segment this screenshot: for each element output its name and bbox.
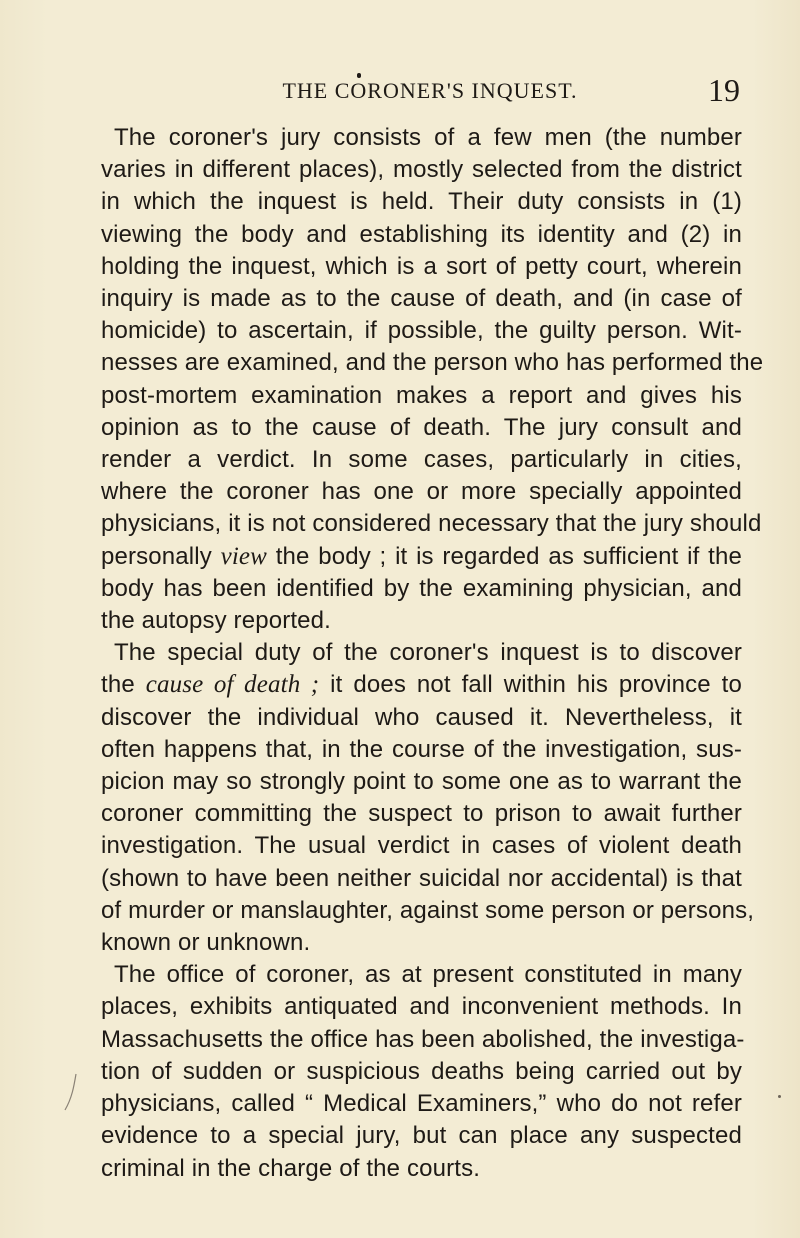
paragraph-3 xyxy=(101,959,745,1184)
paragraph-2 xyxy=(101,637,755,959)
text-line: nesses are examined, and the person who has performed the xyxy=(101,349,764,377)
text-line: Massachusetts the office has been abolished, the investiga- xyxy=(101,1025,745,1053)
text-run: it does not fall within his province to xyxy=(319,671,742,699)
text-line: tion of sudden or suspicious deaths being carried out by xyxy=(101,1057,742,1085)
text-line: places, exhibits antiquated and inconvenient methods. In xyxy=(101,993,742,1021)
text-line: physicians, it is not considered necessary that the jury should xyxy=(101,510,762,538)
text-line: the autopsy reported. xyxy=(101,607,331,635)
text-line: homicide) to ascertain, if possible, the guilty person. Wit- xyxy=(101,317,742,345)
text-line: inquiry is made as to the cause of death, and (in case of xyxy=(101,285,742,313)
text-line: in which the inquest is held. Their duty consists in (1) xyxy=(101,188,742,216)
text-line: varies in different places), mostly selected from the district xyxy=(101,156,742,184)
body-text xyxy=(101,122,764,1185)
text-run: personally xyxy=(101,542,221,570)
text-line: of murder or manslaughter, against some person or persons, xyxy=(101,896,755,924)
text-line: The office of coroner, as at present constituted in many xyxy=(114,961,742,989)
page-number: 19 xyxy=(708,72,740,108)
text-line: discover the individual who caused it. Nevertheless, it xyxy=(101,703,742,731)
pencil-mark xyxy=(62,1072,82,1112)
text-line: The special duty of the coroner's inquest is to discover xyxy=(114,639,742,667)
text-run: the body ; it is regarded as sufficient if the xyxy=(267,542,742,570)
text-line xyxy=(101,669,742,701)
text-line xyxy=(101,541,742,573)
text-line: where the coroner has one or more specially appointed xyxy=(101,478,742,506)
italic-emphasis: cause of death ; xyxy=(145,671,320,699)
text-line: picion may so strongly point to some one as to warrant the xyxy=(101,768,742,796)
text-line: investigation. The usual verdict in cases of violent death xyxy=(101,832,742,860)
margin-dot xyxy=(778,1095,781,1098)
text-line: known or unknown. xyxy=(101,929,311,957)
italic-emphasis: view xyxy=(220,542,268,570)
running-title: THE CORONER'S INQUEST. xyxy=(282,78,578,103)
text-line: criminal in the charge of the courts. xyxy=(101,1154,481,1182)
paragraph-1 xyxy=(101,122,764,637)
text-line: post-mortem examination makes a report and gives his xyxy=(101,381,742,409)
text-run: the xyxy=(101,671,146,699)
text-line: coroner committing the suspect to prison to await further xyxy=(101,800,742,828)
text-line: physicians, called “ Medical Examiners,” who do not refer xyxy=(101,1090,742,1118)
text-line: The coroner's jury consists of a few men (the number xyxy=(114,124,742,151)
text-line: evidence to a special jury, but can place any suspected xyxy=(101,1122,742,1150)
text-line: holding the inquest, which is a sort of petty court, wherein xyxy=(101,252,742,280)
running-head xyxy=(120,72,740,112)
text-line: opinion as to the cause of death. The jury consult and xyxy=(101,413,742,441)
text-line: (shown to have been neither suicidal nor accidental) is that xyxy=(101,864,742,892)
text-line: often happens that, in the course of the investigation, sus- xyxy=(101,735,742,763)
text-line: viewing the body and establishing its identity and (2) in xyxy=(101,220,742,248)
text-line: render a verdict. In some cases, particularly in cities, xyxy=(101,446,742,474)
text-line: body has been identified by the examining physician, and xyxy=(101,574,742,602)
